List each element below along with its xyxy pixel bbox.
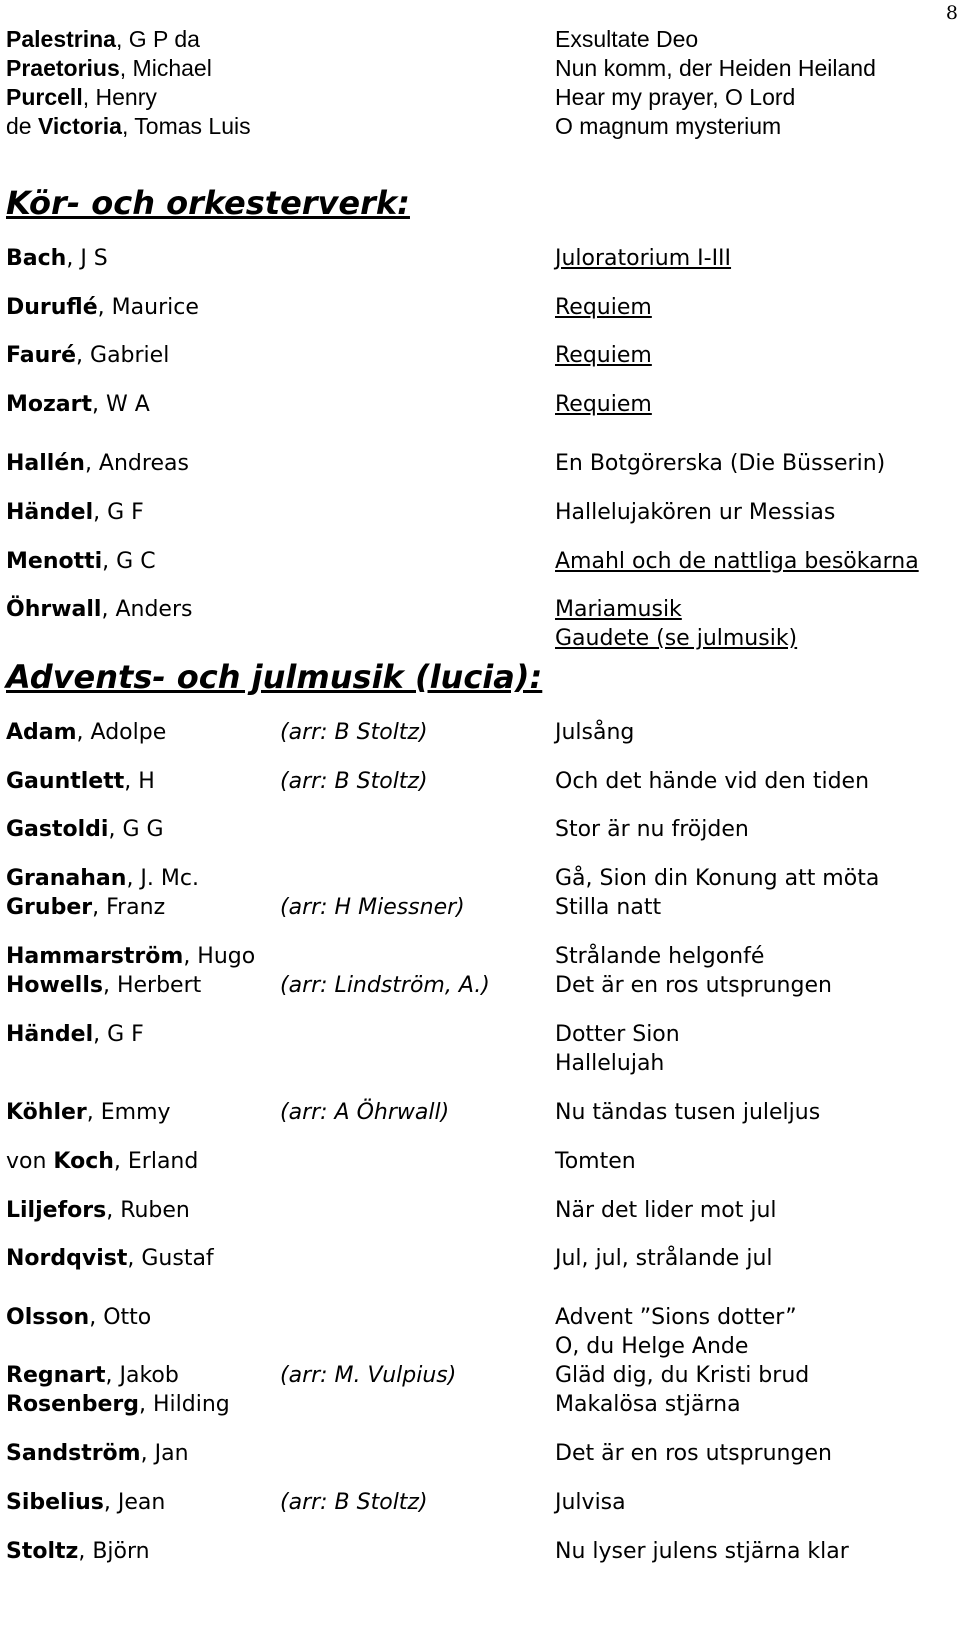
work-stilla-natt: Stilla natt (555, 895, 662, 920)
composer-hallen: Hallén, Andreas (6, 451, 189, 476)
work-julsang: Julsång (555, 720, 635, 745)
arranger-note: (arr: B Stoltz) (280, 720, 428, 745)
composer-palestrina: Palestrina, G P da (6, 26, 200, 52)
composer-adam: Adam, Adolpe (6, 720, 167, 745)
work-advent-sions-dotter: Advent ”Sions dotter” (555, 1305, 797, 1330)
work-nu-tandas: Nu tändas tusen juleljus (555, 1100, 821, 1125)
composer-sandstrom: Sandström, Jan (6, 1441, 189, 1466)
arranger-note: (arr: A Öhrwall) (280, 1100, 450, 1125)
work-dotter-sion: Dotter Sion (555, 1022, 680, 1047)
work-hear-my-prayer: Hear my prayer, O Lord (555, 84, 796, 110)
arranger-note: (arr: Lindström, A.) (280, 973, 490, 998)
composer-regnart: Regnart, Jakob (6, 1363, 179, 1388)
work-requiem-faure: Requiem (555, 343, 652, 368)
composer-nordqvist: Nordqvist, Gustaf (6, 1246, 214, 1271)
work-nar-det-lider: När det lider mot jul (555, 1198, 777, 1223)
work-juloratorium: Juloratorium I-III (555, 246, 732, 271)
composer-faure: Fauré, Gabriel (6, 343, 170, 368)
work-julvisa: Julvisa (555, 1490, 626, 1515)
work-amahl: Amahl och de nattliga besökarna (555, 549, 919, 574)
work-exsultate-deo: Exsultate Deo (555, 26, 699, 52)
composer-howells: Howells, Herbert (6, 973, 202, 998)
composer-praetorius: Praetorius, Michael (6, 55, 212, 81)
arranger-note: (arr: H Miessner) (280, 895, 465, 920)
work-botgorerska: En Botgörerska (Die Büsserin) (555, 451, 886, 476)
composer-ohrwall: Öhrwall, Anders (6, 597, 193, 622)
work-o-du-helge-ande: O, du Helge Ande (555, 1334, 749, 1359)
composer-handel-2: Händel, G F (6, 1022, 144, 1047)
composer-rosenberg: Rosenberg, Hilding (6, 1392, 230, 1417)
work-glad-dig: Gläd dig, du Kristi brud (555, 1363, 810, 1388)
composer-menotti: Menotti, G C (6, 549, 156, 574)
composer-granahan: Granahan, J. Mc. (6, 866, 199, 891)
work-gaudete: Gaudete (se julmusik) (555, 626, 798, 651)
work-hallelujah: Hallelujah (555, 1051, 665, 1076)
composer-liljefors: Liljefors, Ruben (6, 1198, 190, 1223)
composer-von-koch: von Koch, Erland (6, 1149, 199, 1174)
composer-bach: Bach, J S (6, 246, 108, 271)
composer-durufle: Duruflé, Maurice (6, 295, 199, 320)
composer-handel: Händel, G F (6, 500, 144, 525)
composer-hammarstrom: Hammarström, Hugo (6, 944, 256, 969)
work-o-magnum: O magnum mysterium (555, 113, 782, 139)
work-tomten: Tomten (555, 1149, 636, 1174)
work-stralande-helgonfe: Strålande helgonfé (555, 944, 765, 969)
composer-stoltz: Stoltz, Björn (6, 1539, 150, 1564)
composer-gruber: Gruber, Franz (6, 895, 166, 920)
section-heading-advents-julmusik: Advents- och julmusik (lucia): (6, 658, 543, 696)
work-ga-sion: Gå, Sion din Konung att möta (555, 866, 880, 891)
page-number: 8 (945, 2, 958, 24)
composer-victoria: de Victoria, Tomas Luis (6, 113, 251, 139)
work-requiem-durufle: Requiem (555, 295, 652, 320)
composer-gastoldi: Gastoldi, G G (6, 817, 164, 842)
arranger-note: (arr: B Stoltz) (280, 769, 428, 794)
work-requiem-mozart: Requiem (555, 392, 652, 417)
composer-olsson: Olsson, Otto (6, 1305, 152, 1330)
work-och-det-hande: Och det hände vid den tiden (555, 769, 870, 794)
composer-purcell: Purcell, Henry (6, 84, 157, 110)
work-jul-jul: Jul, jul, strålande jul (555, 1246, 773, 1271)
work-det-ar-en-ros: Det är en ros utsprungen (555, 973, 832, 998)
arranger-note: (arr: B Stoltz) (280, 1490, 428, 1515)
work-hallelujakoren: Hallelujakören ur Messias (555, 500, 836, 525)
work-stor-ar-nu-frojden: Stor är nu fröjden (555, 817, 749, 842)
composer-mozart: Mozart, W A (6, 392, 150, 417)
composer-gauntlett: Gauntlett, H (6, 769, 155, 794)
composer-sibelius: Sibelius, Jean (6, 1490, 166, 1515)
section-heading-kor-orkester: Kör- och orkesterverk: (6, 184, 410, 222)
work-makalosa-stjarna: Makalösa stjärna (555, 1392, 741, 1417)
work-det-ar-en-ros-2: Det är en ros utsprungen (555, 1441, 832, 1466)
work-mariamusik: Mariamusik (555, 597, 682, 622)
composer-kohler: Köhler, Emmy (6, 1100, 171, 1125)
work-nu-lyser: Nu lyser julens stjärna klar (555, 1539, 849, 1564)
work-nun-komm: Nun komm, der Heiden Heiland (555, 55, 876, 81)
arranger-note: (arr: M. Vulpius) (280, 1363, 457, 1388)
